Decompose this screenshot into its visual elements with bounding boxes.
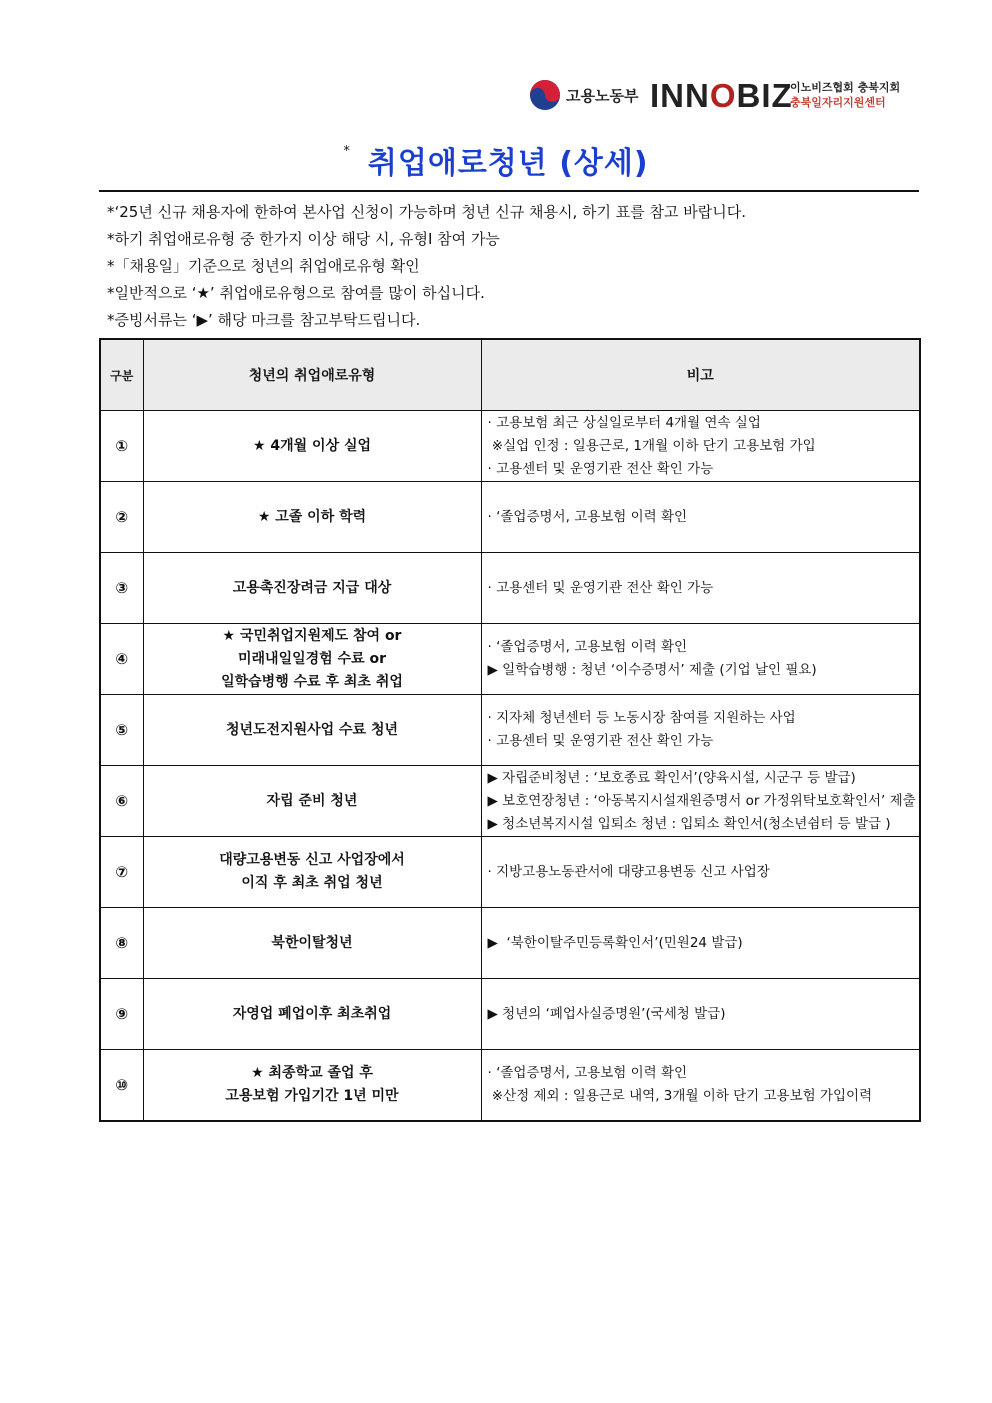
remark-line: · 고용보험 최근 상실일로부터 4개월 연속 실업 bbox=[487, 414, 761, 431]
table-row bbox=[100, 979, 920, 1050]
remark-line: ▶ 자립준비청년 : ‘보호종료 확인서’(양육시설, 시군구 등 발급) bbox=[487, 769, 856, 786]
taegeuk-emblem-icon bbox=[530, 80, 560, 110]
remark-line: · 지자체 청년센터 등 노동시장 참여를 지원하는 사업 bbox=[487, 710, 796, 726]
table-row bbox=[100, 624, 920, 695]
row-remarks bbox=[481, 1050, 920, 1122]
row-number: ⑥ bbox=[100, 766, 143, 837]
row-type bbox=[143, 411, 481, 482]
type-line: 미래내일일경험 수료 or bbox=[238, 650, 386, 667]
remark-line: ▶ 일학습병행 : 청년 ‘이수증명서’ 제출 (기업 날인 필요) bbox=[487, 662, 817, 678]
table-row bbox=[100, 482, 920, 553]
remark-line: · ‘졸업증명서, 고용보험 이력 확인 bbox=[487, 639, 688, 655]
row-remarks bbox=[481, 837, 920, 908]
remark-line: ▶ ‘북한이탈주민등록확인서’(민원24 발급) bbox=[487, 934, 743, 951]
header-type: 청년의 취업애로유형 bbox=[143, 339, 481, 411]
row-type bbox=[143, 624, 481, 695]
type-line: ★ 고졸 이하 학력 bbox=[257, 508, 367, 525]
page-title: 취업애로청년 (상세) bbox=[367, 146, 649, 181]
remark-line: · ‘졸업증명서, 고용보험 이력 확인 bbox=[487, 1065, 688, 1081]
table-row bbox=[100, 411, 920, 482]
header-remarks: 비고 bbox=[481, 339, 920, 411]
remark-line: · 고용센터 및 운영기관 전산 확인 가능 bbox=[487, 733, 714, 749]
note-line: *일반적으로 ‘★’ 취업애로유형으로 참여를 많이 하십니다. bbox=[107, 284, 485, 302]
table-row bbox=[100, 837, 920, 908]
ministry-logo bbox=[530, 78, 638, 112]
ministry-name: 고용노동부 bbox=[566, 86, 639, 105]
row-type bbox=[143, 837, 481, 908]
title-divider bbox=[99, 190, 919, 192]
row-remarks bbox=[481, 908, 920, 979]
table-row bbox=[100, 766, 920, 837]
row-number: ⑩ bbox=[100, 1050, 143, 1122]
table-header-row bbox=[100, 339, 920, 411]
row-remarks bbox=[481, 411, 920, 482]
row-type bbox=[143, 908, 481, 979]
row-number: ⑤ bbox=[100, 695, 143, 766]
row-number: ① bbox=[100, 411, 143, 482]
note-line: *「채용일」기준으로 청년의 취업애로유형 확인 bbox=[107, 257, 420, 275]
table-row bbox=[100, 695, 920, 766]
row-type bbox=[143, 482, 481, 553]
youth-barrier-table bbox=[99, 338, 921, 1122]
row-remarks bbox=[481, 979, 920, 1050]
remark-line: ▶ 청소년복지시설 입퇴소 청년 : 입퇴소 확인서(청소년쉼터 등 발급 ) bbox=[487, 815, 891, 832]
remark-line: · 지방고용노동관서에 대량고용변동 신고 사업장 bbox=[487, 863, 770, 880]
table-row bbox=[100, 1050, 920, 1122]
remark-line: ▶ 청년의 ‘폐업사실증명원’(국세청 발급) bbox=[487, 1005, 726, 1022]
row-remarks bbox=[481, 695, 920, 766]
type-line: ★ 4개월 이상 실업 bbox=[252, 437, 372, 454]
type-line: ★ 국민취업지원제도 참여 or bbox=[222, 627, 402, 644]
header-category: 구분 bbox=[100, 339, 143, 411]
remark-line: · ‘졸업증명서, 고용보험 이력 확인 bbox=[487, 508, 688, 525]
remark-line: · 고용센터 및 운영기관 전산 확인 가능 bbox=[487, 579, 714, 596]
type-line: 대량고용변동 신고 사업장에서 bbox=[219, 852, 405, 868]
table-row bbox=[100, 908, 920, 979]
type-line: 자영업 폐업이후 최초취업 bbox=[232, 1005, 392, 1022]
row-remarks bbox=[481, 624, 920, 695]
type-line: 북한이탈청년 bbox=[271, 934, 353, 951]
row-remarks bbox=[481, 482, 920, 553]
type-line: 고용보험 가입기간 1년 미만 bbox=[225, 1088, 399, 1104]
row-number: ② bbox=[100, 482, 143, 553]
innobiz-logo: INNOBIZ bbox=[650, 77, 793, 114]
type-line: 고용촉진장려금 지급 대상 bbox=[232, 579, 392, 596]
row-type bbox=[143, 1050, 481, 1122]
remark-line: ※산정 제외 : 일용근로 내역, 3개월 이하 단기 고용보험 가입이력 bbox=[487, 1088, 873, 1104]
row-type bbox=[143, 695, 481, 766]
note-line: *하기 취업애로유형 중 한가지 이상 해당 시, 유형Ⅰ 참여 가능 bbox=[107, 230, 500, 248]
title-mark: * bbox=[343, 144, 350, 159]
note-line: *증빙서류는 ‘▶’ 해당 마크를 참고부탁드립니다. bbox=[107, 311, 421, 329]
remark-line: ※실업 인정 : 일용근로, 1개월 이하 단기 고용보험 가입 bbox=[487, 437, 816, 454]
table-row bbox=[100, 553, 920, 624]
row-number: ⑦ bbox=[100, 837, 143, 908]
row-number: ⑧ bbox=[100, 908, 143, 979]
note-line: *‘25년 신규 채용자에 한하여 본사업 신청이 가능하며 청년 신규 채용시, 하기 표를 참고 바랍니다. bbox=[107, 203, 747, 221]
type-line: 자립 준비 청년 bbox=[266, 792, 358, 809]
remark-line: ▶ 보호연장청년 : ‘아동복지시설재원증명서 or 가정위탁보호확인서’ 제출 bbox=[487, 792, 916, 809]
remark-line: · 고용센터 및 운영기관 전산 확인 가능 bbox=[487, 460, 714, 477]
row-number: ⑨ bbox=[100, 979, 143, 1050]
type-line: 이직 후 최초 취업 청년 bbox=[241, 875, 383, 891]
notes bbox=[107, 199, 917, 334]
row-remarks bbox=[481, 766, 920, 837]
row-remarks bbox=[481, 553, 920, 624]
type-line: 청년도전지원사업 수료 청년 bbox=[225, 721, 399, 738]
row-type bbox=[143, 766, 481, 837]
page-title-wrap bbox=[0, 138, 992, 182]
type-line: 일학습병행 수료 후 최초 취업 bbox=[221, 673, 403, 690]
type-line: ★ 최종학교 졸업 후 bbox=[251, 1065, 373, 1081]
row-number: ③ bbox=[100, 553, 143, 624]
header-logos bbox=[530, 76, 910, 116]
org-name: 이노비즈협회 충북지회 충북일자리지원센터 bbox=[790, 81, 901, 109]
row-type bbox=[143, 979, 481, 1050]
row-type bbox=[143, 553, 481, 624]
row-number: ④ bbox=[100, 624, 143, 695]
